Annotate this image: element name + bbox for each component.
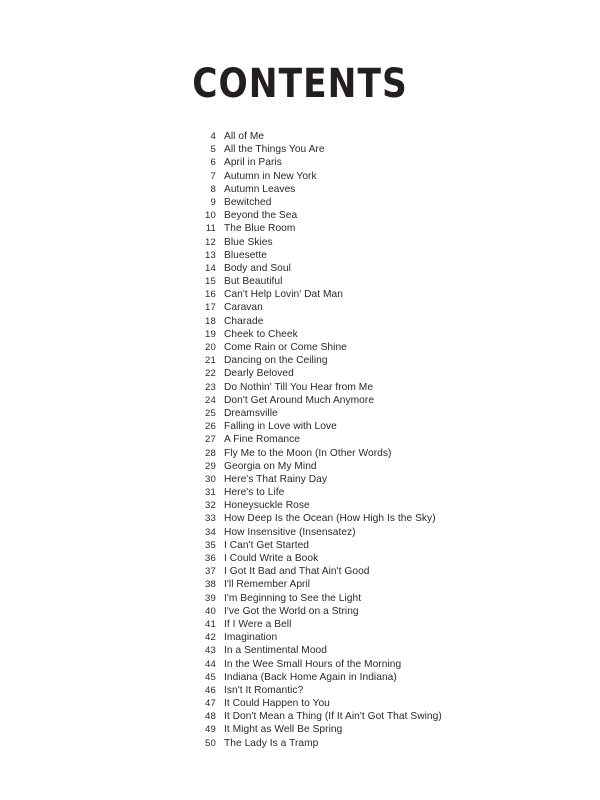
toc-entry-page-number: 14 (205, 262, 216, 274)
toc-entry-title: Don't Get Around Much Anymore (224, 394, 375, 406)
toc-entry-title: I've Got the World on a String (224, 605, 359, 617)
toc-entry-page-number: 9 (210, 196, 216, 208)
toc-entry[interactable] (0, 236, 600, 249)
toc-entry-title: Here's That Rainy Day (224, 473, 328, 485)
toc-entry-page-number: 20 (205, 342, 216, 353)
toc-entry-page-number: 8 (210, 183, 216, 195)
toc-entry-page-number: 7 (210, 170, 216, 182)
toc-entry-title: Georgia on My Mind (224, 460, 317, 472)
toc-entry[interactable] (0, 605, 600, 618)
toc-entry[interactable] (0, 737, 600, 750)
toc-entry[interactable] (0, 143, 600, 156)
toc-entry-title: I'll Remember April (224, 579, 311, 591)
toc-entry[interactable] (0, 447, 600, 460)
toc-entry-page-number: 18 (205, 315, 216, 327)
toc-entry[interactable] (0, 130, 600, 143)
toc-entry-page-number: 38 (205, 579, 216, 591)
toc-entry[interactable] (0, 381, 600, 394)
toc-entry[interactable] (0, 288, 600, 301)
toc-entry-page-number: 44 (205, 658, 216, 670)
page-title: CONTENTS (192, 61, 408, 107)
toc-entry[interactable] (0, 658, 600, 671)
toc-entry-page-number: 35 (205, 539, 216, 551)
toc-entry-page-number: 24 (205, 394, 216, 406)
toc-entry[interactable] (0, 631, 600, 644)
toc-entry-page-number: 11 (205, 223, 216, 235)
toc-entry-page-number: 41 (205, 618, 216, 630)
toc-entry-page-number: 50 (205, 737, 216, 749)
toc-entry-title: If I Were a Bell (224, 618, 292, 630)
toc-entry-page-number: 40 (205, 605, 216, 617)
toc-entry-page-number: 45 (205, 671, 216, 683)
toc-entry-title: Fly Me to the Moon (In Other Words) (224, 447, 392, 459)
toc-entry-title: In a Sentimental Mood (224, 645, 327, 657)
toc-entry[interactable] (0, 196, 600, 209)
toc-entry[interactable] (0, 170, 600, 183)
toc-entry-title: How Deep Is the Ocean (How High Is the Sky) (224, 513, 436, 525)
toc-entry[interactable] (0, 367, 600, 380)
toc-entry[interactable] (0, 499, 600, 512)
toc-entry[interactable] (0, 618, 600, 631)
toc-entry-page-number: 23 (205, 381, 216, 393)
toc-entry-page-number: 33 (205, 513, 216, 525)
toc-entry-title: Autumn in New York (224, 170, 317, 182)
toc-entry[interactable] (0, 262, 600, 275)
toc-entry-page-number: 46 (205, 684, 216, 696)
toc-entry-title: All of Me (224, 131, 265, 142)
toc-entry[interactable] (0, 552, 600, 565)
toc-entry-page-number: 13 (205, 249, 216, 261)
toc-entry-title: Bluesette (224, 249, 267, 261)
toc-entry-page-number: 32 (205, 500, 216, 512)
toc-entry-title: Beyond the Sea (224, 210, 298, 222)
toc-entry[interactable] (0, 275, 600, 288)
toc-entry-title: Can't Help Lovin' Dat Man (224, 289, 343, 301)
toc-entry-title: It Don't Mean a Thing (If It Ain't Got That Swing) (224, 711, 442, 723)
toc-entry-page-number: 6 (210, 157, 216, 169)
toc-entry-title: In the Wee Small Hours of the Morning (224, 658, 402, 670)
toc-entry-page-number: 25 (205, 407, 216, 419)
toc-entry[interactable] (0, 354, 600, 367)
toc-entry[interactable] (0, 420, 600, 433)
toc-entry[interactable] (0, 460, 600, 473)
toc-entry-title: Do Nothin' Till You Hear from Me (224, 381, 374, 393)
toc-entry-page-number: 19 (205, 328, 216, 340)
toc-entry-title: Here's to Life (224, 487, 285, 499)
toc-entry-page-number: 10 (205, 210, 216, 222)
toc-entry-title: Falling in Love with Love (224, 421, 337, 433)
toc-entry[interactable] (0, 156, 600, 169)
toc-entry[interactable] (0, 539, 600, 552)
toc-entry-page-number: 5 (210, 144, 216, 156)
toc-entry-title: Dearly Beloved (224, 368, 294, 380)
toc-entry[interactable] (0, 249, 600, 262)
toc-entry-title: Come Rain or Come Shine (224, 342, 347, 353)
toc-entry[interactable] (0, 526, 600, 539)
toc-entry[interactable] (0, 183, 600, 196)
toc-entry[interactable] (0, 684, 600, 697)
toc-entry-title: I Could Write a Book (224, 553, 319, 564)
toc-entry-page-number: 43 (205, 645, 216, 657)
toc-entry[interactable] (0, 723, 600, 736)
toc-entry-page-number: 34 (205, 526, 216, 538)
toc-entry-title: I Got It Bad and That Ain't Good (224, 566, 370, 578)
toc-entry-page-number: 42 (205, 632, 216, 644)
toc-entry-title: It Might as Well Be Spring (224, 724, 343, 736)
toc-entry-title: Blue Skies (224, 236, 273, 248)
toc-entry-page-number: 30 (205, 473, 216, 485)
toc-entry-page-number: 27 (205, 434, 216, 446)
toc-entry[interactable] (0, 407, 600, 420)
toc-entry-title: The Lady Is a Tramp (224, 737, 319, 749)
toc-entry-title: But Beautiful (224, 276, 283, 288)
toc-entry-title: Imagination (224, 632, 278, 644)
toc-entry-title: Honeysuckle Rose (224, 500, 310, 512)
toc-entry-title: It Could Happen to You (224, 698, 330, 710)
toc-entry-title: I'm Beginning to See the Light (224, 592, 362, 604)
toc-entry-title: All the Things You Are (224, 144, 325, 156)
toc-entry-title: Body and Soul (224, 262, 291, 274)
toc-entry[interactable] (0, 644, 600, 657)
toc-entry-page-number: 17 (205, 302, 216, 314)
toc-entry-page-number: 36 (205, 553, 216, 564)
toc-entry-page-number: 22 (205, 368, 216, 380)
toc-entry-title: Cheek to Cheek (224, 328, 298, 340)
toc-entry-title: April in Paris (224, 157, 282, 169)
toc-entry[interactable] (0, 592, 600, 605)
toc-entry[interactable] (0, 433, 600, 446)
toc-entry[interactable] (0, 301, 600, 314)
toc-entry[interactable] (0, 473, 600, 486)
toc-entry-title: Indiana (Back Home Again in Indiana) (224, 671, 397, 683)
toc-entry[interactable] (0, 315, 600, 328)
toc-entry[interactable] (0, 578, 600, 591)
toc-entry-title: Isn't It Romantic? (224, 684, 304, 696)
toc-entry[interactable] (0, 222, 600, 235)
toc-entry-title: A Fine Romance (224, 434, 301, 446)
toc-entry-page-number: 12 (205, 236, 216, 248)
toc-entry[interactable] (0, 710, 600, 723)
toc-entry-page-number: 37 (205, 566, 216, 578)
toc-entry[interactable] (0, 697, 600, 710)
toc-entry-page-number: 16 (205, 289, 216, 301)
toc-entry-page-number: 49 (205, 724, 216, 736)
toc-entry-page-number: 29 (205, 460, 216, 472)
toc-entry[interactable] (0, 512, 600, 525)
toc-entry[interactable] (0, 328, 600, 341)
toc-entry-page-number: 31 (205, 487, 216, 499)
toc-entry-page-number: 39 (205, 592, 216, 604)
toc-entry-title: Charade (224, 315, 264, 327)
toc-entry-page-number: 28 (205, 447, 216, 459)
toc-entry-title: Autumn Leaves (224, 183, 296, 195)
toc-entry-title: Dreamsville (224, 407, 278, 419)
toc-entry[interactable] (0, 209, 600, 222)
toc-entry[interactable] (0, 394, 600, 407)
toc-entry-title: The Blue Room (224, 223, 296, 235)
toc-entry[interactable] (0, 565, 600, 578)
toc-entry-page-number: 26 (205, 421, 216, 433)
toc-entry-title: How Insensitive (Insensatez) (224, 526, 356, 538)
toc-entry[interactable] (0, 671, 600, 684)
table-of-contents-list (0, 130, 600, 750)
toc-entry-title: Dancing on the Ceiling (224, 355, 328, 367)
toc-entry[interactable] (0, 341, 600, 354)
toc-entry-title: I Can't Get Started (224, 539, 310, 551)
toc-entry-page-number: 48 (205, 711, 216, 723)
toc-entry-page-number: 47 (205, 698, 216, 710)
toc-entry-page-number: 21 (205, 355, 216, 367)
toc-entry-page-number: 15 (205, 276, 216, 288)
toc-entry-title: Caravan (224, 302, 263, 314)
toc-entry[interactable] (0, 486, 600, 499)
toc-entry-page-number: 4 (210, 131, 216, 142)
toc-entry-title: Bewitched (224, 196, 272, 208)
